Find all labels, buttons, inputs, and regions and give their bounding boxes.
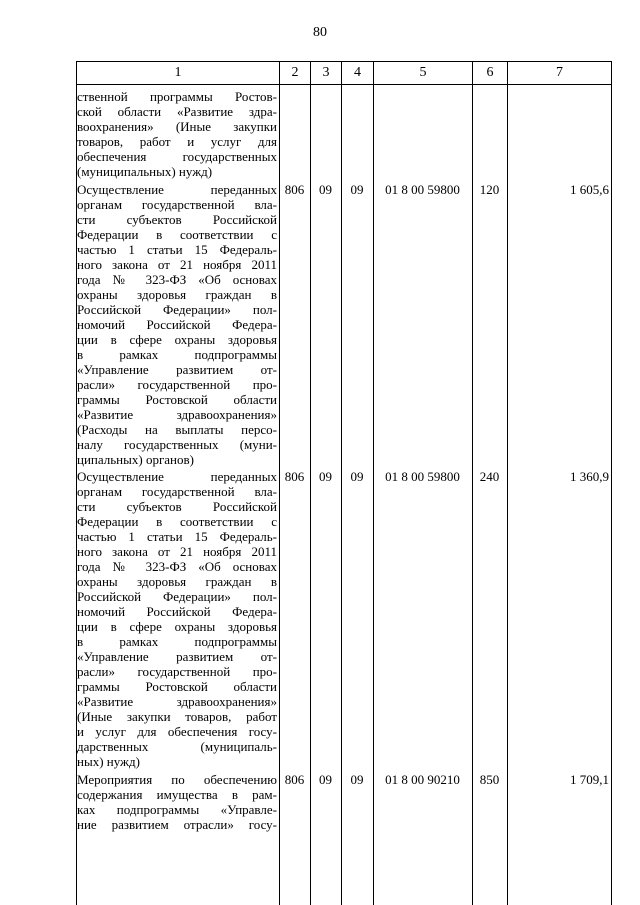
description-line: года № 323-ФЗ «Об основах: [77, 559, 277, 574]
cell-c2: 806: [284, 469, 305, 484]
description-line: Мероприятия по обеспечению: [77, 772, 277, 787]
cell-c3: 09: [319, 469, 332, 484]
table-header: [76, 61, 612, 85]
row-description: [77, 772, 277, 832]
column-divider: [611, 85, 612, 905]
cell-c3: 09: [319, 772, 332, 787]
description-line: «Управление развитием от-: [77, 649, 277, 664]
description-line: расли» государственной про-: [77, 377, 277, 392]
description-line: ного закона от 21 ноября 2011: [77, 544, 277, 559]
header-col-2: 2: [280, 62, 311, 84]
description-line: в рамках подпрограммы: [77, 347, 277, 362]
column-divider: [373, 85, 374, 905]
description-line: органам государственной вла-: [77, 484, 277, 499]
header-col-6: 6: [473, 62, 508, 84]
row-description: [77, 469, 277, 769]
description-line: (Расходы на выплаты персо-: [77, 422, 277, 437]
description-line: органам государственной вла-: [77, 197, 277, 212]
description-line: ции в сфере охраны здоровья: [77, 619, 277, 634]
header-col-5: 5: [374, 62, 473, 84]
description-line: налу государственных (муни-: [77, 437, 277, 452]
cell-c3: 09: [319, 182, 332, 197]
description-line: Федерации в соответствии с: [77, 514, 277, 529]
header-col-7: 7: [556, 65, 563, 80]
column-divider: [472, 85, 473, 905]
description-line: обеспечения государственных: [77, 149, 277, 164]
cell-c6: 850: [479, 772, 500, 787]
description-line: номочий Российской Федера-: [77, 317, 277, 332]
page-number: 80: [313, 25, 327, 40]
description-line: года № 323-ФЗ «Об основах: [77, 272, 277, 287]
column-divider: [76, 85, 77, 905]
description-line: ственной программы Ростов-: [77, 89, 277, 104]
cell-c4: 09: [350, 182, 364, 197]
description-line: частью 1 статьи 15 Федераль-: [77, 529, 277, 544]
description-line: Осуществление переданных: [77, 182, 277, 197]
description-line: содержания имущества в рам-: [77, 787, 277, 802]
column-divider: [279, 85, 280, 905]
cell-amount: 1 605,6: [570, 182, 609, 197]
row-description: [77, 182, 277, 467]
header-col-4: 4: [342, 62, 374, 84]
description-line: Российской Федерации» пол-: [77, 589, 277, 604]
description-line: товаров, работ и услуг для: [77, 134, 277, 149]
description-line: (Иные закупки товаров, работ: [77, 709, 277, 724]
cell-amount: 1 360,9: [570, 469, 609, 484]
description-line: в рамках подпрограммы: [77, 634, 277, 649]
description-line: Федерации в соответствии с: [77, 227, 277, 242]
description-line: частью 1 статьи 15 Федераль-: [77, 242, 277, 257]
header-col-3: 3: [311, 62, 342, 84]
description-line: Осуществление переданных: [77, 469, 277, 484]
column-divider: [341, 85, 342, 905]
description-line: сти субъектов Российской: [77, 499, 277, 514]
cell-c5: 01 8 00 59800: [385, 469, 460, 484]
description-line: и услуг для обеспечения госу-: [77, 724, 277, 739]
cell-c6: 120: [479, 182, 500, 197]
description-line: «Управление развитием от-: [77, 362, 277, 377]
description-line: сти субъектов Российской: [77, 212, 277, 227]
cell-c2: 806: [284, 772, 305, 787]
description-line: дарственных (муниципаль-: [77, 739, 277, 754]
description-line: охраны здоровья граждан в: [77, 574, 277, 589]
description-line: Российской Федерации» пол-: [77, 302, 277, 317]
description-line: «Развитие здравоохранения»: [77, 694, 277, 709]
description-line: «Развитие здравоохранения»: [77, 407, 277, 422]
row-description: [77, 89, 277, 179]
cell-c4: 09: [350, 772, 364, 787]
description-line: охраны здоровья граждан в: [77, 287, 277, 302]
column-divider: [507, 85, 508, 905]
cell-amount: 1 709,1: [570, 772, 609, 787]
description-line: (муниципальных) нужд): [77, 164, 213, 179]
description-line: ской области «Развитие здра-: [77, 104, 277, 119]
description-line: граммы Ростовской области: [77, 679, 277, 694]
cell-c4: 09: [350, 469, 364, 484]
description-line: номочий Российской Федера-: [77, 604, 277, 619]
cell-c6: 240: [479, 469, 500, 484]
cell-c5: 01 8 00 59800: [385, 182, 460, 197]
description-line: воохранения» (Иные закупки: [77, 119, 277, 134]
description-line: ции в сфере охраны здоровья: [77, 332, 277, 347]
description-line: ного закона от 21 ноября 2011: [77, 257, 277, 272]
description-line: ние развитием отрасли» госу-: [77, 817, 277, 832]
cell-c5: 01 8 00 90210: [385, 772, 460, 787]
description-line: расли» государственной про-: [77, 664, 277, 679]
cell-c2: 806: [284, 182, 305, 197]
column-divider: [310, 85, 311, 905]
description-line: граммы Ростовской области: [77, 392, 277, 407]
description-line: ципальных) органов): [77, 452, 194, 467]
description-line: ных) нужд): [77, 754, 140, 769]
header-col-1: 1: [77, 62, 280, 84]
description-line: ках подпрограммы «Управле-: [77, 802, 277, 817]
